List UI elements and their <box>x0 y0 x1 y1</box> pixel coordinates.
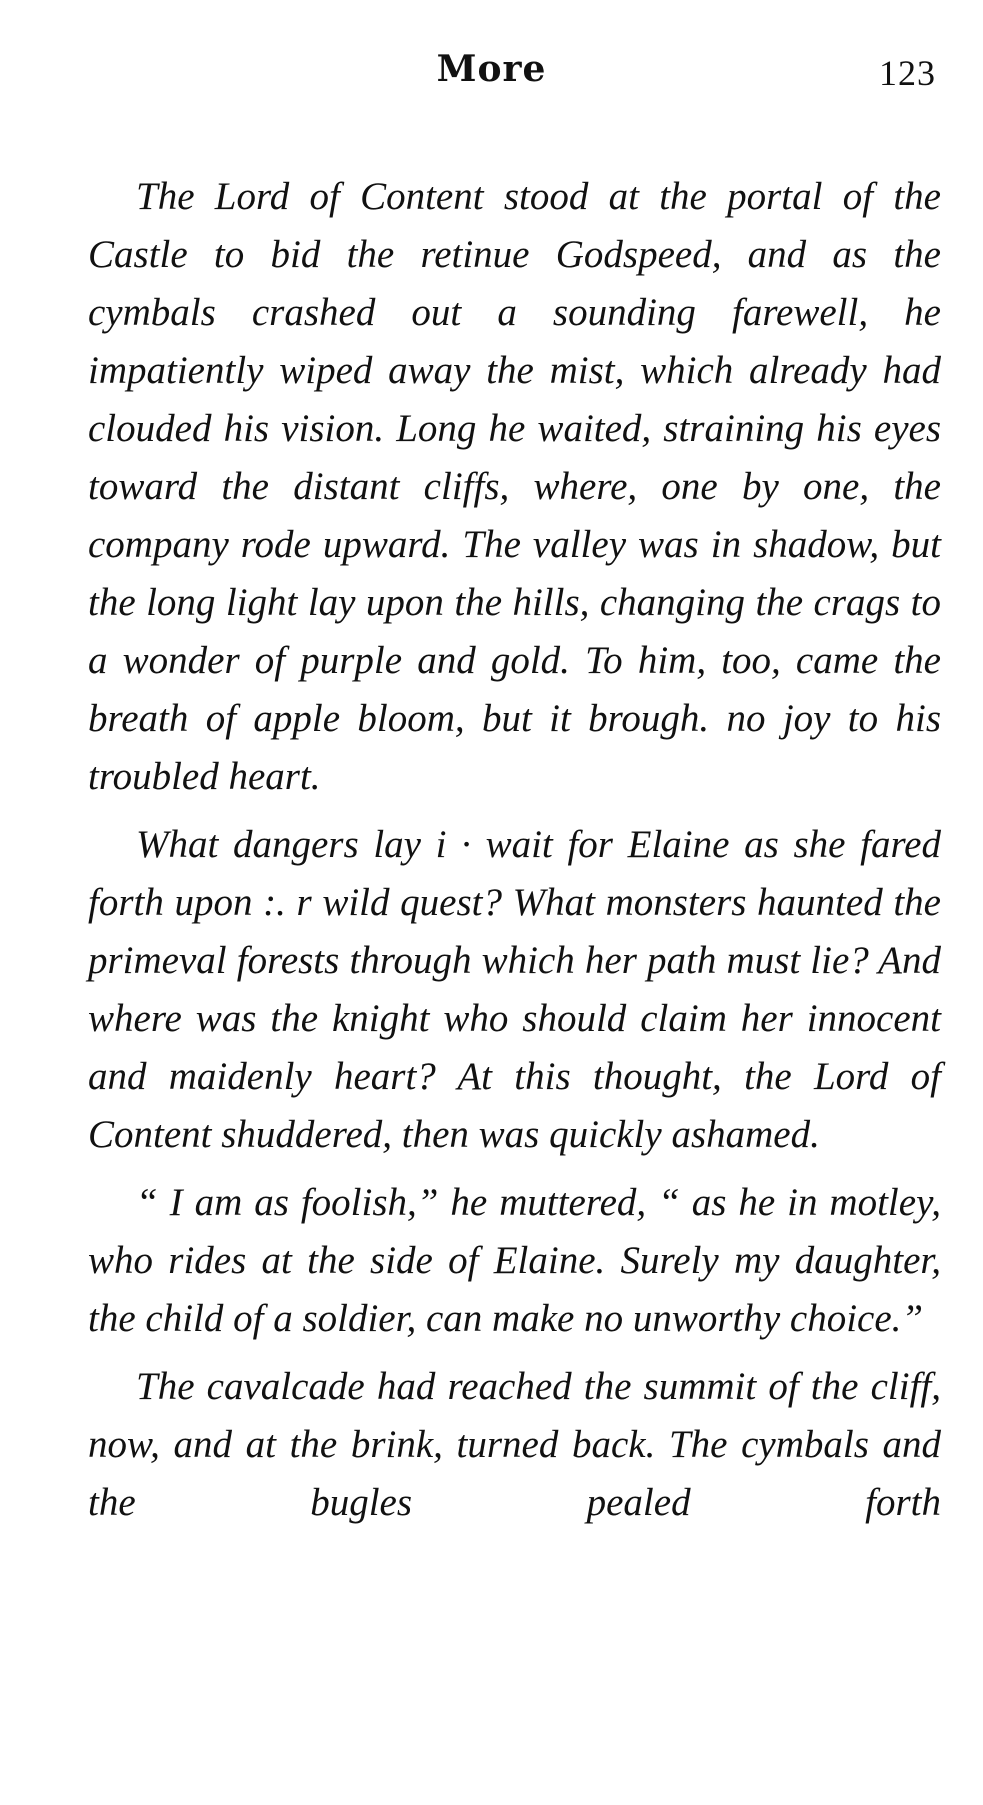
paragraph-2: What dangers lay i · wait for Elaine as she fared forth upon :. r wild quest? What monsters haunted the primeval forests through which her path must lie? And where was the knight who should claim her innocent and maidenly heart? At this thought, the Lord of Content shuddered, then was quickly ashamed. <box>88 823 941 1156</box>
running-head <box>0 48 983 98</box>
running-title: More <box>436 48 547 90</box>
paragraph-1: The Lord of Content stood at the portal of the Castle to bid the retinue Godspeed, and as the cymbals crashed out a sounding farewell, he impatiently wiped away the mist, which already had clouded his vision. Long he waited, straining his eyes toward the distant cliffs, where, one by one, the company rode upward. The valley was in shadow, but the long light lay upon the hills, changing the crags to a wonder of purple and gold. To him, too, came the breath of apple bloom, but it brough. no joy to his troubled heart. <box>88 175 941 798</box>
paragraph-3: “ I am as foolish,” he muttered, “ as he in motley, who rides at the side of Elaine. Surely my daughter, the child of a soldier, can make no unworthy choice.” <box>88 1181 941 1340</box>
body-text <box>88 168 941 1542</box>
paragraph-4: The cavalcade had reached the summit of the cliff, now, and at the brink, turned back. The cymbals and the bugles pealed forth <box>88 1365 941 1524</box>
page-number: 123 <box>879 53 936 93</box>
